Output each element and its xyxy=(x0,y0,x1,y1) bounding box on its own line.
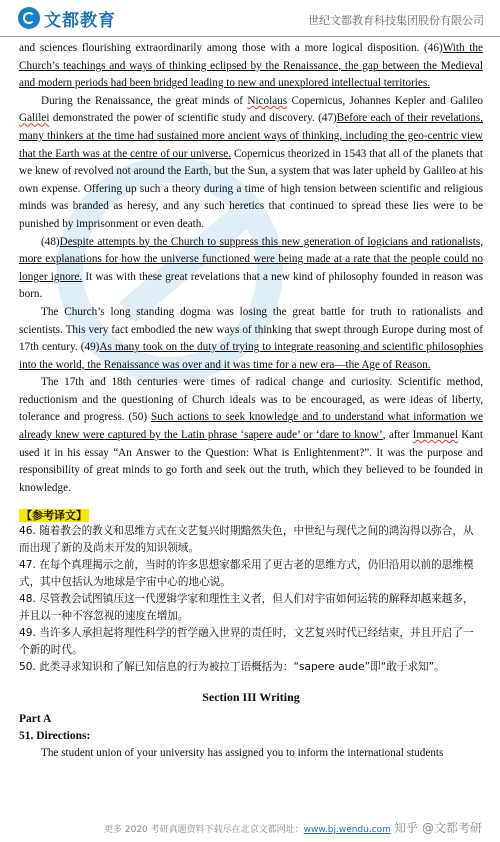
text-run: demonstrated the power of scientific study and discovery. (47) xyxy=(49,112,337,125)
translation-47: 47. 在每个真理揭示之前，当时的许多思想家都采用了更古老的思维方式，仍旧沿用以前的思维模式，其中包括认为地球是宇宙中心的地心说。 xyxy=(19,559,474,589)
name-galilei: Galilei xyxy=(19,112,50,125)
text-run: Copernicus, Johannes Kepler and Galileo xyxy=(287,94,483,107)
translation-48: 48. 尽管教会试图镇压这一代逻辑学家和理性主义者，但人们对宇宙如何运转的解释却越来越多，并且以一种不容忽视的速度在增加。 xyxy=(19,593,474,623)
text-run: Copernicus theorized in 1543 that all of the planets that we knew of revolved not around the Earth, but the Sun, a system that was later upheld by Galileo at his own expense. Offering up such a theory during a time of high tension between scientific and religious minds was branded as heresy, and any such heretics that continued to spread these lies were to be punished by imprisonment or even death. xyxy=(19,147,483,230)
translation-50: 50. 此类寻求知识和了解已知信息的行为被拉丁语概括为：“sapere aude”即“敢于求知”。 xyxy=(19,661,445,674)
zhihu-watermark: 知乎 @文都考研 xyxy=(394,821,482,835)
footer-text xyxy=(104,822,391,835)
company-name: 世纪文都教育科技集团股份有限公司 xyxy=(308,14,484,27)
text-run: During the Renaissance, the great minds of xyxy=(41,94,248,107)
page-header xyxy=(0,0,500,37)
paragraph-2 xyxy=(19,93,483,234)
translation-49: 49. 当许多人承担起将理性科学的哲学融入世界的责任时，文艺复兴时代已经结束，并且开启了一个新的时代。 xyxy=(19,627,474,657)
logo-text: 文都教育 xyxy=(44,10,116,31)
section-title: Section III Writing xyxy=(202,690,300,705)
reference-translation-heading xyxy=(19,507,483,523)
part-title: Part A xyxy=(19,713,52,726)
text-run: Kant used it in his essay “An Answer to the Question: What is Enlightenment?”. It was the purpose and responsibility of great minds to go forth and seek out the truth, which they believed to be founded in knowledge. xyxy=(19,429,484,494)
text-run: The 17th and 18th centuries were times of radical change and curiosity. Scientific method, reductionism and the questioning of Church ideals was to be encouraged, as were ideas of liberty, tolerance and progress. (50) xyxy=(19,376,483,424)
text-run: , after xyxy=(382,429,413,442)
article-content xyxy=(19,40,483,763)
paragraph-3 xyxy=(19,234,483,304)
underlined-sentence-49: As many took on the duty of trying to integrate reasoning and scientific philosophies into the world, the Renaissance was over and it was time for a new era—the Age of Reason. xyxy=(19,341,483,371)
logo-icon xyxy=(18,7,40,29)
underlined-sentence-46: With the Church’s teachings and ways of thinking eclipsed by the Renaissance, the gap between the Medieval and modern periods had been bridged leading to new and unexplored intellectual territories. xyxy=(19,42,483,90)
directions-heading: 51. Directions: xyxy=(19,730,91,743)
name-nicolaus: Nicolaus xyxy=(247,94,288,107)
underlined-sentence-48: Despite attempts by the Church to suppress this new generation of logicians and rationalists, more explanations for how the universe functioned were being made at a rate that the people could no longer ignore. xyxy=(19,235,483,283)
underlined-sentence-50: Such actions to seek knowledge and to understand what information we already knew were captured by the Latin phrase ‘sapere aude’ or ‘dare to know’ xyxy=(19,411,483,442)
footer-link[interactable]: www.bj.wendu.com xyxy=(303,825,391,835)
paragraph-5 xyxy=(19,374,483,497)
directions-body: The student union of your university has assigned you to inform the international students xyxy=(41,747,444,760)
paragraph-4 xyxy=(19,304,483,374)
name-immanuel: Immanuel xyxy=(412,429,458,442)
text-run: It was with these great revelations that a new kind of philosophy founded in reason was born. xyxy=(19,270,483,301)
footer-note: 更多 2020 考研真题资料下载尽在北京文都网址： xyxy=(104,825,304,835)
paragraph-1 xyxy=(19,40,483,93)
page-footer xyxy=(0,818,500,842)
text-run: (48) xyxy=(41,235,60,248)
text-run: and sciences flourishing extraordinarily among those with a more logical disposition. (46) xyxy=(19,42,443,54)
brand-logo xyxy=(18,6,116,30)
reference-label: 【参考译文】 xyxy=(21,509,87,523)
underlined-sentence-47: Before each of their revelations, many thinkers at the time had sustained more ancient ways of thinking, including the geo-centric view that the Earth was at the centre of our universe. xyxy=(19,112,483,160)
translation-46: 46. 随着教会的教义和思维方式在文艺复兴时期黯然失色，中世纪与现代之间的鸿沟得以弥合，从而出现了新的及尚未开发的知识领域。 xyxy=(19,525,474,555)
text-run: The Church’s long standing dogma was losing the great battle for truth to rationalists and scientists. This very fact embodied the new ways of thinking that swept through Europe during most of 17th century. (49) xyxy=(19,305,483,354)
